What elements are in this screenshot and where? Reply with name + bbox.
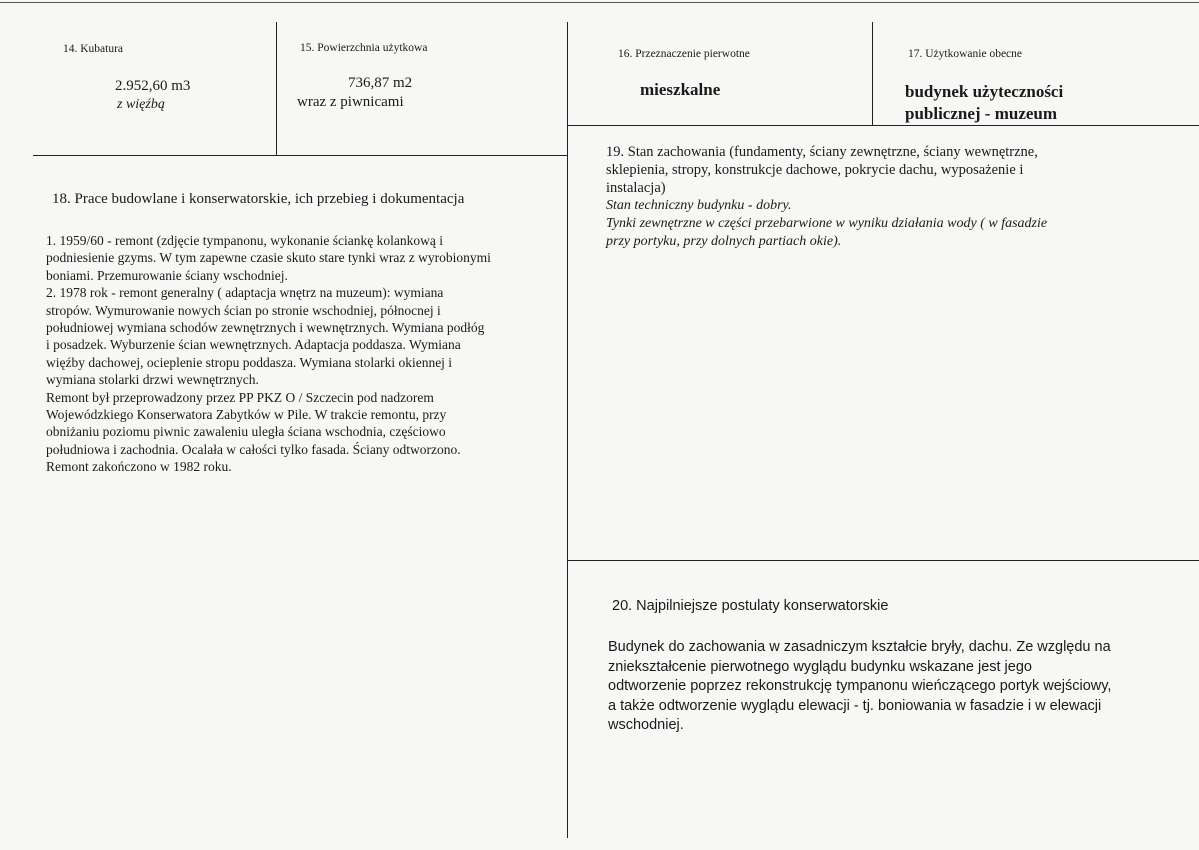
- cell-15-note: wraz z piwnicami: [297, 94, 404, 110]
- divider-16-17: [872, 22, 873, 125]
- section-20-text: [608, 638, 1111, 736]
- section-19-text: [606, 143, 1047, 251]
- section-19-line: 19. Stan zachowania (fundamenty, ściany zewnętrzne, ściany wewnętrzne,: [606, 144, 1038, 160]
- section-18-line: południowa i zachodnia. Ocalała w całości tylko fasada. Ściany odtworzono.: [46, 441, 461, 457]
- cell-17-value-line-2: publicznej - muzeum: [905, 104, 1058, 123]
- section-18-line: i posadzek. Wyburzenie ścian wewnętrznych. Adaptacja poddasza. Wymiana: [46, 337, 461, 353]
- cell-16-heading: 16. Przeznaczenie pierwotne: [618, 48, 750, 60]
- cell-17-heading: 17. Użytkowanie obecne: [908, 48, 1023, 60]
- section-19-italic-line: Stan techniczny budynku - dobry.: [606, 198, 792, 213]
- cell-14-note: z więźbą: [117, 97, 165, 112]
- row-divider-19-20: [567, 560, 1199, 561]
- section-19-line: sklepienia, stropy, konstrukcje dachowe, pokrycie dachu, wyposażenie i: [606, 162, 1024, 178]
- cell-16-value: mieszkalne: [640, 80, 721, 99]
- section-20-line: odtworzenie poprzez rekonstrukcję tympanonu wieńczącego portyk wejściowy,: [608, 678, 1112, 694]
- section-18-line: Remont zakończono w 1982 roku.: [46, 459, 232, 475]
- section-20-line: zniekształcenie pierwotnego wyglądu budynku wskazane jest jego: [608, 658, 1032, 675]
- section-18-line: stropów. Wymurowanie nowych ścian po stronie wschodniej, północnej i: [46, 302, 441, 318]
- cell-14-heading: 14. Kubatura: [63, 43, 124, 55]
- section-19-italic-line: przy portyku, przy dolnych partiach okie).: [606, 234, 842, 249]
- section-18-line: 1. 1959/60 - remont (zdjęcie tympanonu, wykonanie ściankę kolankową i: [46, 233, 444, 248]
- section-18-heading: 18. Prace budowlane i konserwatorskie, ich przebieg i dokumentacja: [52, 191, 465, 207]
- section-18-text: [46, 232, 491, 475]
- section-20-heading: 20. Najpilniejsze postulaty konserwatorskie: [612, 598, 889, 614]
- section-18-line: boniami. Przemurowanie ściany wschodniej.: [46, 267, 288, 283]
- section-20-line: wschodniej.: [608, 717, 684, 733]
- section-20-line: a także odtworzenie wyglądu elewacji - tj. boniowania w fasadzie i w elewacji: [608, 697, 1102, 714]
- cell-14-value: 2.952,60 m3: [115, 78, 191, 94]
- divider-14-15: [276, 22, 277, 155]
- section-20-line: Budynek do zachowania w zasadniczym kształcie bryły, dachu. Ze względu na: [608, 639, 1111, 655]
- cell-15-heading: 15. Powierzchnia użytkowa: [300, 42, 428, 54]
- section-18-line: 2. 1978 rok - remont generalny ( adaptacja wnętrz na muzeum): wymiana: [46, 285, 444, 301]
- section-18-line: wymiana stolarki drzwi wewnętrznych.: [46, 372, 259, 388]
- divider-15-16: [567, 22, 568, 838]
- section-18-line: Remont był przeprowadzony przez PP PKZ O / Szczecin pod nadzorem: [46, 389, 434, 405]
- section-18-line: Wojewódzkiego Konserwatora Zabytków w Pile. W trakcie remontu, przy: [46, 406, 447, 422]
- section-18-line: obniżaniu poziomu piwnic zawaleniu uległa ściana wschodnia, częściowo: [46, 424, 446, 440]
- section-19-line: instalacja): [606, 180, 666, 196]
- row-divider-left: [33, 155, 567, 156]
- cell-17-value-line-1: budynek użyteczności: [905, 82, 1064, 101]
- section-18-line: więźby dachowej, ocieplenie stropu poddasza. Wymiana stolarki okiennej i: [46, 354, 453, 370]
- top-border: [0, 2, 1199, 3]
- section-18-line: południowej wymiana schodów zewnętrznych i wewnętrznych. Wymiana podłóg: [46, 319, 485, 335]
- section-19-italic-line: Tynki zewnętrzne w części przebarwione w wyniku działania wody ( w fasadzie: [606, 216, 1048, 231]
- row-divider-right: [567, 125, 1199, 126]
- cell-15-value: 736,87 m2: [348, 75, 413, 91]
- section-18-line: podniesienie gzyms. W tym zapewne czasie skuto stare tynki wraz z wyrobionymi: [46, 250, 491, 266]
